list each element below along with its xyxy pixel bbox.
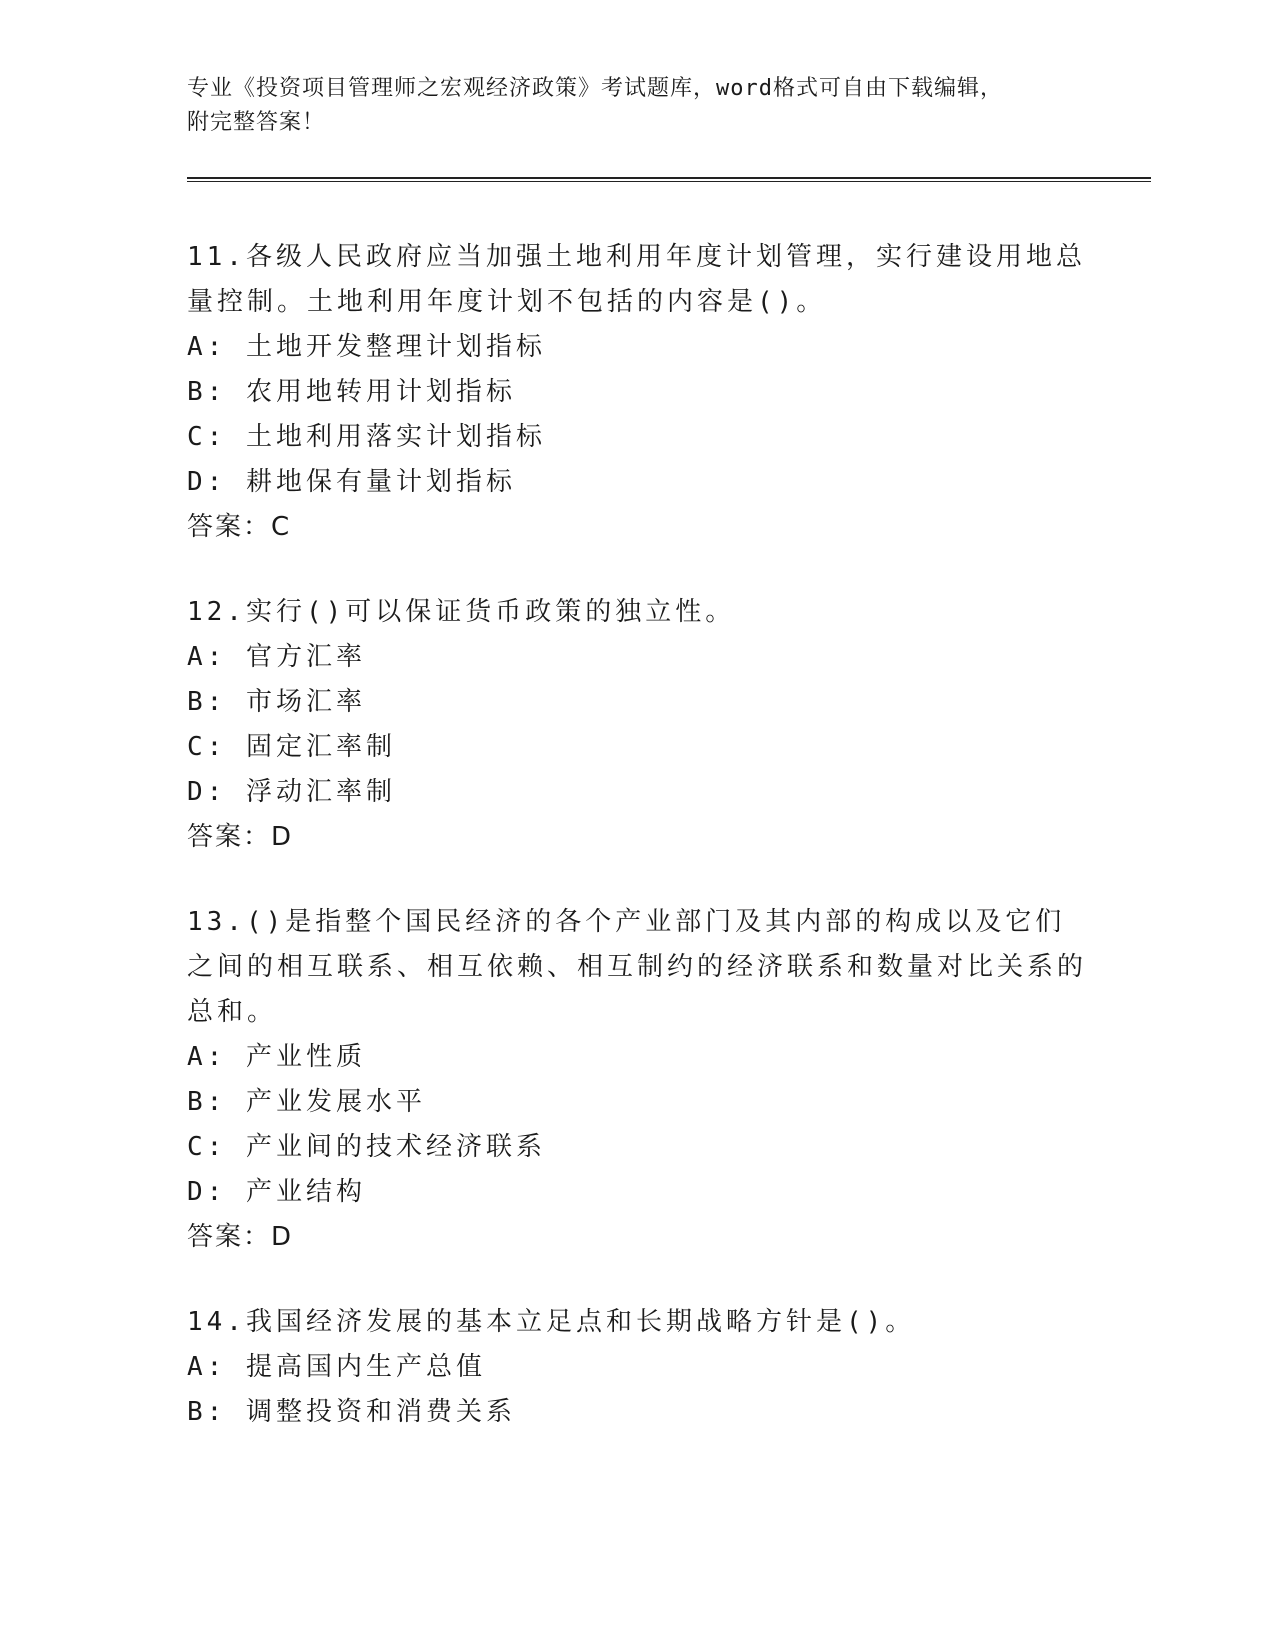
- answer-line: 答案：D: [187, 1222, 294, 1252]
- option-a: A: 产业性质: [187, 1042, 366, 1072]
- option-b: B: 产业发展水平: [187, 1087, 426, 1117]
- option-c: C: 固定汇率制: [187, 732, 396, 762]
- question-stem: 12.实行()可以保证货币政策的独立性。: [187, 597, 736, 627]
- question-12: [187, 590, 1087, 860]
- option-c: C: 产业间的技术经济联系: [187, 1132, 546, 1162]
- question-11: [187, 235, 1087, 550]
- option-b: B: 农用地转用计划指标: [187, 377, 516, 407]
- header-line-1: 专业《投资项目管理师之宏观经济政策》考试题库，word格式可自由下载编辑，: [187, 76, 1003, 101]
- question-stem: 11.各级人民政府应当加强土地利用年度计划管理，实行建设用地总量控制。土地利用年度计划不包括的内容是()。: [187, 242, 1086, 317]
- option-a: A: 官方汇率: [187, 642, 366, 672]
- header-line-2: 附完整答案！: [187, 110, 326, 135]
- question-stem: 14.我国经济发展的基本立足点和长期战略方针是()。: [187, 1307, 916, 1337]
- option-d: D: 产业结构: [187, 1177, 366, 1207]
- question-14: [187, 1300, 1087, 1435]
- question-stem: 13.()是指整个国民经济的各个产业部门及其内部的构成以及它们之间的相互联系、相互依赖、相互制约的经济联系和数量对比关系的总和。: [187, 907, 1088, 1027]
- answer-line: 答案：C: [187, 512, 292, 542]
- option-c: C: 土地利用落实计划指标: [187, 422, 546, 452]
- option-b: B: 调整投资和消费关系: [187, 1397, 516, 1427]
- option-a: A: 提高国内生产总值: [187, 1352, 486, 1382]
- option-b: B: 市场汇率: [187, 687, 366, 717]
- document-header: [187, 72, 1087, 140]
- question-13: [187, 900, 1087, 1260]
- header-divider: [187, 177, 1151, 182]
- answer-line: 答案：D: [187, 822, 294, 852]
- option-d: D: 耕地保有量计划指标: [187, 467, 516, 497]
- option-d: D: 浮动汇率制: [187, 777, 396, 807]
- option-a: A: 土地开发整理计划指标: [187, 332, 546, 362]
- question-list: [187, 235, 1087, 1475]
